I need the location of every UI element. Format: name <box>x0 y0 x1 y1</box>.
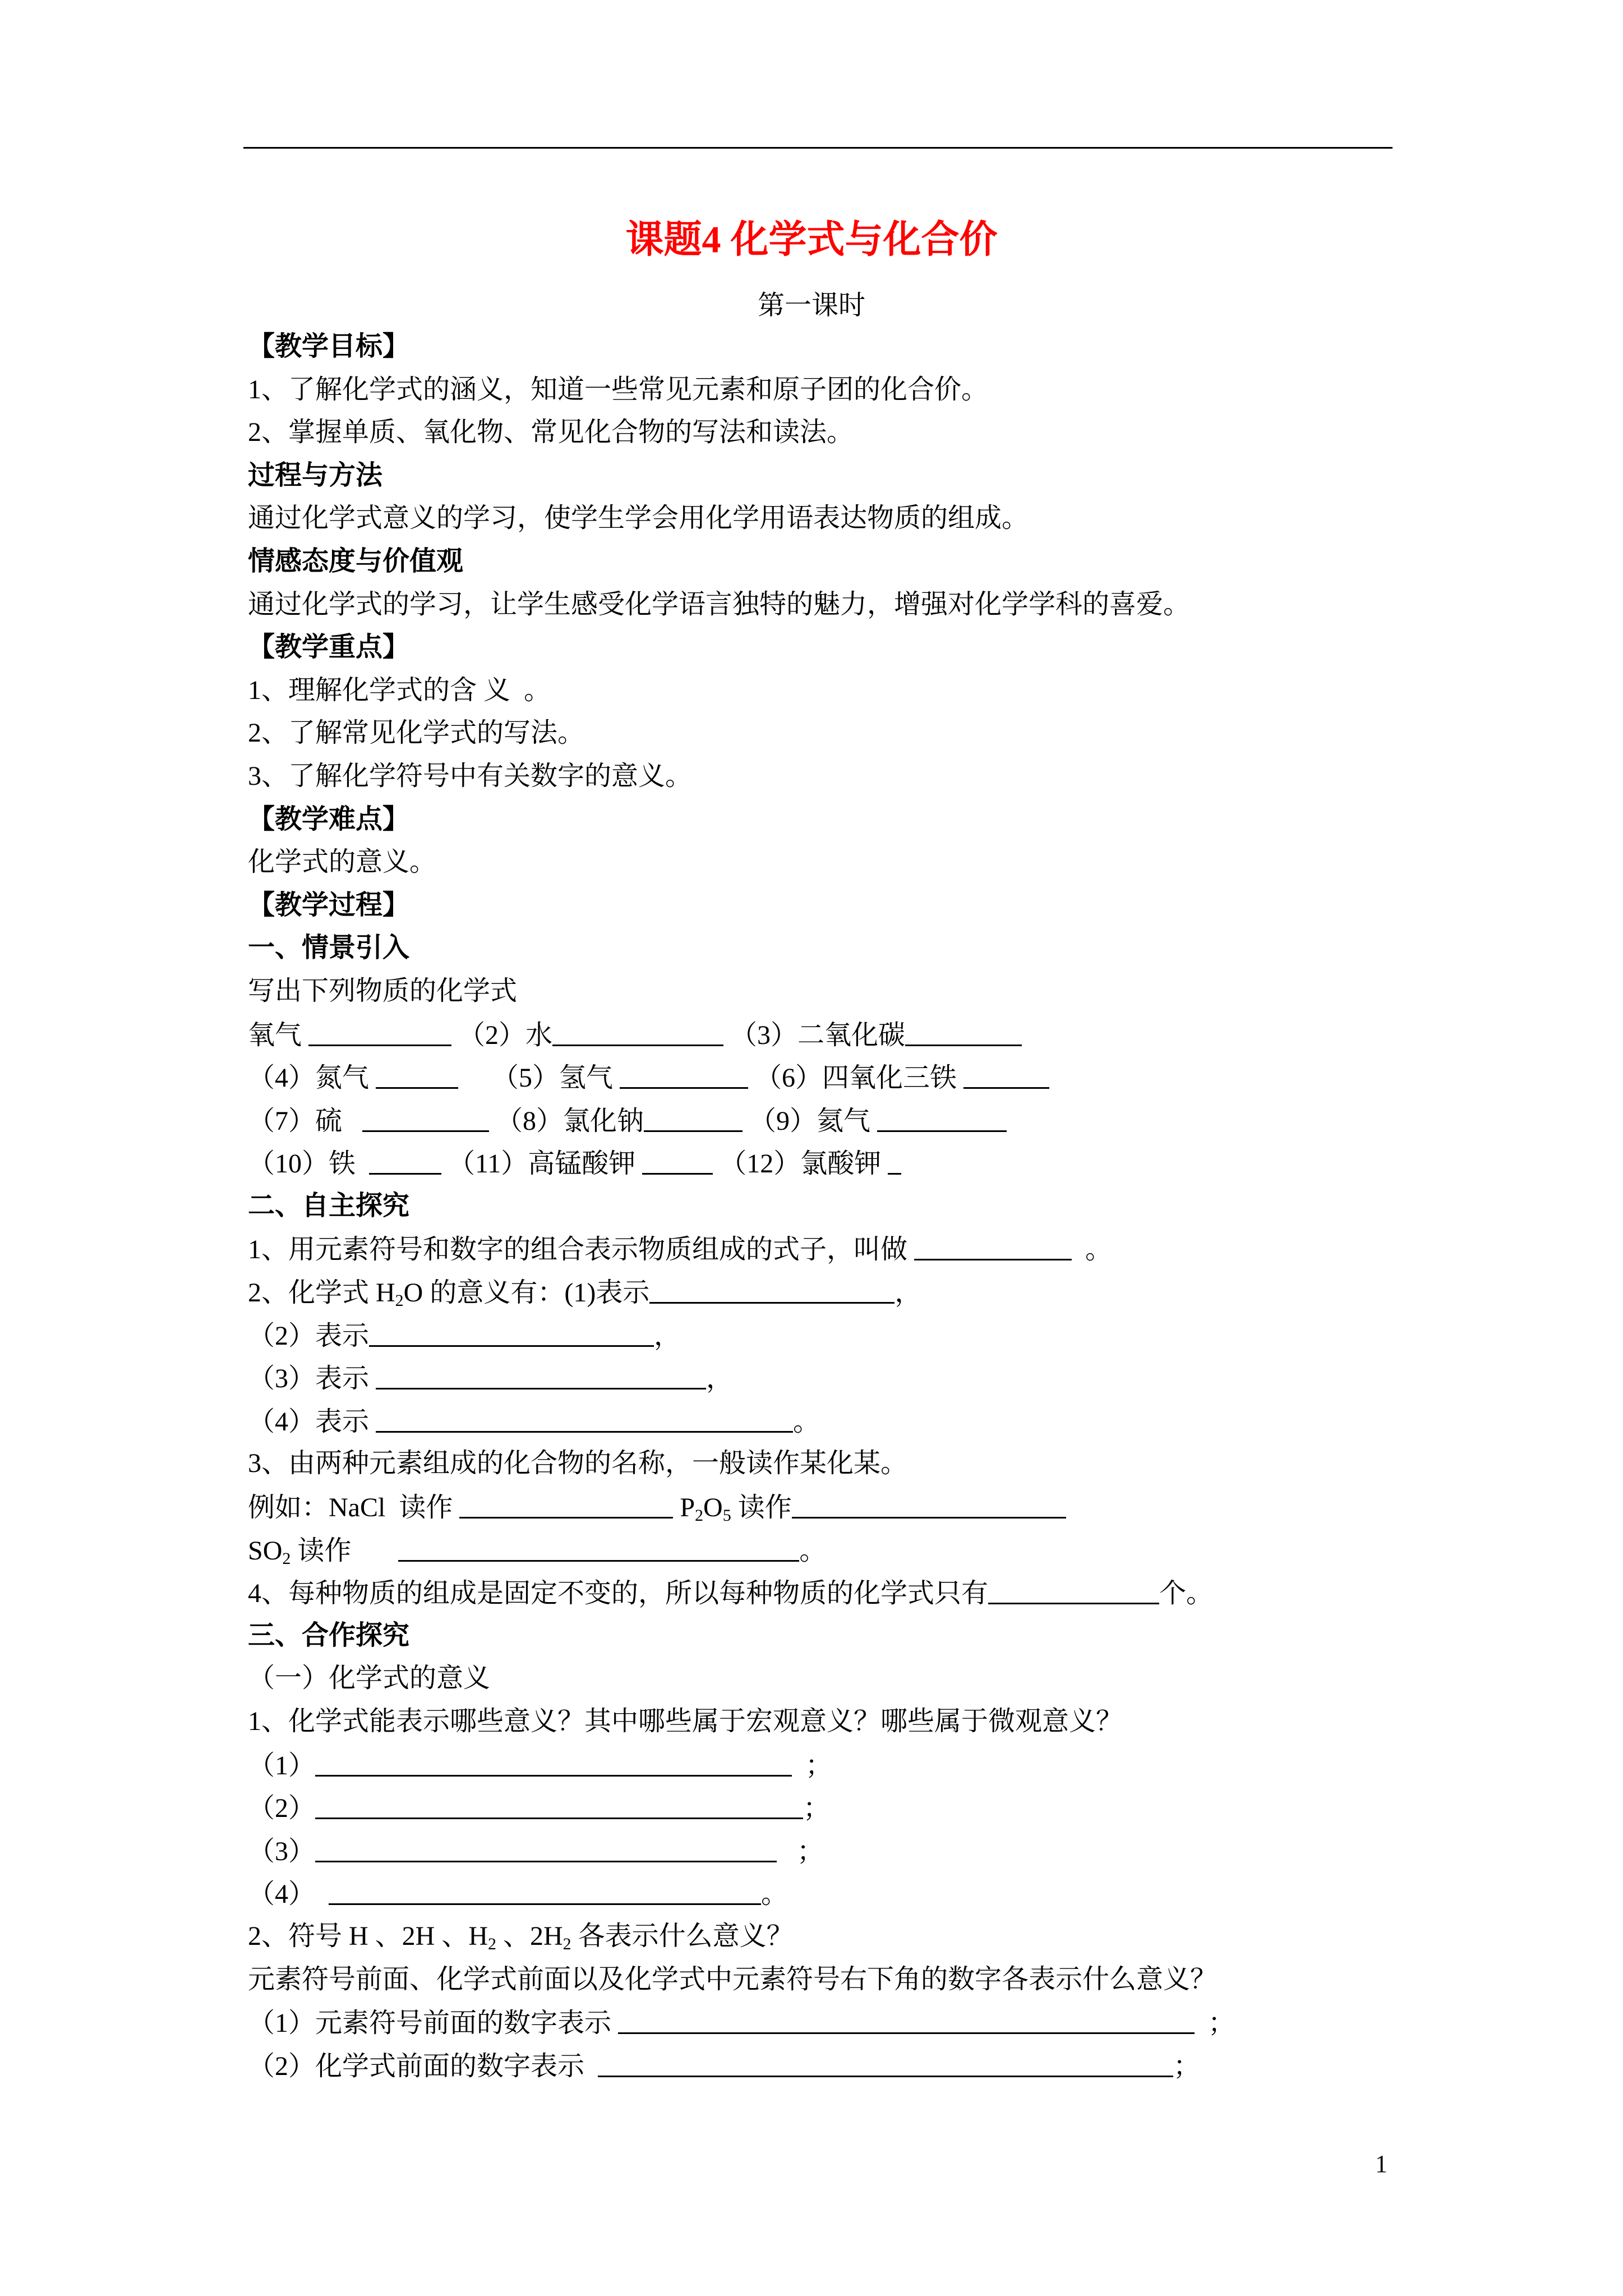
item-label: （1）元素符号前面的数字表示 <box>248 2008 619 2039</box>
question-text: O 的意义有：(1)表示 <box>403 1278 650 1308</box>
goals-heading: 【教学目标】 <box>248 332 410 361</box>
formula-text: P <box>680 1493 695 1523</box>
self-study-q2-item <box>248 1356 1426 1400</box>
goal-item: 2、掌握单质、氧化物、常见化合物的写法和读法。 <box>248 417 854 448</box>
answer-blank <box>792 1485 1066 1519</box>
punctuation: ， <box>654 1320 681 1351</box>
answer-blank <box>329 1872 761 1905</box>
key-point-item: 1、理解化学式的含 义 。 <box>248 675 551 705</box>
answer-blank <box>618 2001 1195 2034</box>
answer-blank <box>315 1743 792 1777</box>
cooperation-subheading: （一）化学式的意义 <box>248 1663 491 1694</box>
item-label: （10）铁 <box>248 1149 370 1179</box>
punctuation: ； <box>1208 2008 1235 2039</box>
punctuation: 。 <box>761 1879 789 1910</box>
answer-blank <box>308 1013 451 1046</box>
answer-blank <box>888 1142 901 1175</box>
item-label: （7）硫 <box>248 1106 363 1136</box>
answer-blank <box>649 1271 895 1304</box>
item-label: （8）氯化钠 <box>496 1106 644 1136</box>
cooperation-q1-item <box>248 1872 1426 1915</box>
example-text: 例如：NaCl 读作 <box>248 1493 460 1523</box>
cooperation-q1-item <box>248 1829 1426 1872</box>
subscript: 5 <box>722 1506 731 1525</box>
cooperation-q2-item <box>248 2044 1426 2087</box>
example-text: 读作 <box>731 1493 792 1523</box>
cooperation-heading: 三、合作探究 <box>248 1620 410 1650</box>
question-text: 4、每种物质的组成是固定不变的，所以每种物质的化学式只有 <box>248 1579 989 1609</box>
cooperation-q1-item <box>248 1786 1426 1829</box>
punctuation: ； <box>805 1750 833 1780</box>
subscript: 2 <box>562 1934 571 1953</box>
answer-blank <box>914 1227 1072 1260</box>
answer-blank <box>315 1829 777 1862</box>
answer-blank <box>459 1485 673 1519</box>
item-label: （2）表示 <box>248 1320 370 1351</box>
subscript: 2 <box>695 1506 704 1525</box>
attitude-heading: 情感态度与价值观 <box>248 546 464 576</box>
item-label: （3）二氧化碳 <box>730 1020 906 1050</box>
subscript: 2 <box>395 1291 404 1310</box>
item-label: （2）化学式前面的数字表示 <box>248 2051 598 2081</box>
self-study-q1 <box>248 1227 1426 1271</box>
cooperation-q1-item <box>248 1743 1426 1787</box>
answer-blank <box>620 1056 748 1089</box>
difficulty-text: 化学式的意义。 <box>248 847 437 877</box>
self-study-q2-item <box>248 1400 1426 1443</box>
punctuation: ； <box>803 1793 831 1824</box>
attitude-text: 通过化学式的学习，让学生感受化学语言独特的魅力，增强对化学学科的喜爱。 <box>248 589 1191 619</box>
answer-blank <box>376 1056 458 1089</box>
intro-heading: 一、情景引入 <box>248 933 410 963</box>
header-rule <box>243 147 1393 149</box>
page-title: 课题4 化学式与化合价 <box>625 218 998 261</box>
item-label: （11）高锰酸钾 <box>448 1149 643 1179</box>
answer-blank <box>376 1356 706 1389</box>
answer-blank <box>905 1013 1022 1046</box>
item-label: （1） <box>248 1750 316 1780</box>
example-line-so2 <box>248 1529 1426 1572</box>
punctuation: 。 <box>799 1535 827 1566</box>
answer-blank <box>369 1314 654 1347</box>
item-label: （4）氮气 <box>248 1063 376 1093</box>
item-label: （12）氯酸钾 <box>720 1149 888 1179</box>
punctuation: 个。 <box>1159 1579 1214 1609</box>
goal-item: 1、了解化学式的涵义，知道一些常见元素和原子团的化合价。 <box>248 374 989 404</box>
punctuation: 。 <box>1072 1235 1113 1265</box>
item-label: （6）四氧化三铁 <box>755 1063 964 1093</box>
question-text: 2、化学式 H <box>248 1278 395 1308</box>
punctuation: ， <box>706 1364 734 1394</box>
question-text: 2、符号 H 、2H 、H <box>248 1921 488 1951</box>
answer-blank <box>877 1099 1007 1132</box>
punctuation: ， <box>895 1278 922 1308</box>
self-study-q4 <box>248 1571 1426 1614</box>
formula-text: SO <box>248 1535 283 1566</box>
question-text: 各表示什么意义？ <box>571 1921 794 1951</box>
answer-blank <box>988 1571 1159 1604</box>
answer-blank <box>376 1400 793 1433</box>
subscript: 2 <box>282 1549 291 1568</box>
page-number: 1 <box>1375 2150 1387 2178</box>
answer-blank <box>598 2044 1173 2077</box>
answer-blank <box>644 1099 743 1132</box>
item-label: （5）氢气 <box>492 1063 620 1093</box>
key-point-item: 3、了解化学符号中有关数字的意义。 <box>248 761 693 791</box>
item-label: （9）氦气 <box>749 1106 878 1136</box>
question-text: 1、用元素符号和数字的组合表示物质组成的式子，叫做 <box>248 1235 915 1265</box>
formula-row <box>248 1099 1426 1142</box>
answer-blank <box>315 1786 803 1819</box>
question-text: 、2H <box>496 1921 563 1951</box>
self-study-q2-item <box>248 1314 1426 1357</box>
process-heading: 【教学过程】 <box>248 890 410 920</box>
lesson-subtitle: 第一课时 <box>757 291 865 320</box>
item-label: 氧气 <box>248 1020 309 1050</box>
item-label: （4） <box>248 1879 329 1910</box>
intro-prompt: 写出下列物质的化学式 <box>248 976 518 1006</box>
answer-blank <box>552 1013 723 1046</box>
cooperation-q1: 1、化学式能表示哪些意义？其中哪些属于宏观意义？哪些属于微观意义？ <box>248 1706 1123 1736</box>
answer-blank <box>369 1142 441 1175</box>
self-study-q3: 3、由两种元素组成的化合物的名称，一般读作某化某。 <box>248 1448 908 1479</box>
item-label: （3）表示 <box>248 1364 376 1394</box>
key-points-heading: 【教学重点】 <box>248 632 410 662</box>
formula-row <box>248 1142 1426 1185</box>
formula-row <box>248 1056 1426 1099</box>
subscript: 2 <box>488 1934 496 1953</box>
cooperation-q2-text: 元素符号前面、化学式前面以及化学式中元素符号右下角的数字各表示什么意义？ <box>248 1964 1218 1994</box>
formula-text: O <box>703 1493 723 1523</box>
example-text: 读作 <box>291 1535 399 1566</box>
answer-blank <box>362 1099 489 1132</box>
item-label: （4）表示 <box>248 1406 376 1437</box>
process-method-heading: 过程与方法 <box>248 460 383 490</box>
self-study-q2 <box>248 1271 1426 1314</box>
answer-blank <box>642 1142 713 1175</box>
cooperation-q2 <box>248 1915 1426 1958</box>
item-label: （2） <box>248 1793 316 1824</box>
key-point-item: 2、了解常见化学式的写法。 <box>248 718 585 748</box>
process-method-text: 通过化学式意义的学习，使学生学会用化学用语表达物质的组成。 <box>248 503 1029 533</box>
punctuation: ； <box>797 1836 824 1866</box>
item-label: （2）水 <box>458 1020 553 1050</box>
answer-blank <box>398 1529 799 1562</box>
self-study-heading: 二、自主探究 <box>248 1190 410 1221</box>
difficulty-heading: 【教学难点】 <box>248 804 410 834</box>
formula-row <box>248 1013 1426 1056</box>
punctuation: ； <box>1173 2051 1201 2081</box>
answer-blank <box>963 1056 1049 1089</box>
document-body <box>248 325 1426 2087</box>
cooperation-q2-item <box>248 2001 1426 2044</box>
example-line <box>248 1485 1426 1529</box>
punctuation: 。 <box>793 1406 820 1437</box>
item-label: （3） <box>248 1836 316 1866</box>
